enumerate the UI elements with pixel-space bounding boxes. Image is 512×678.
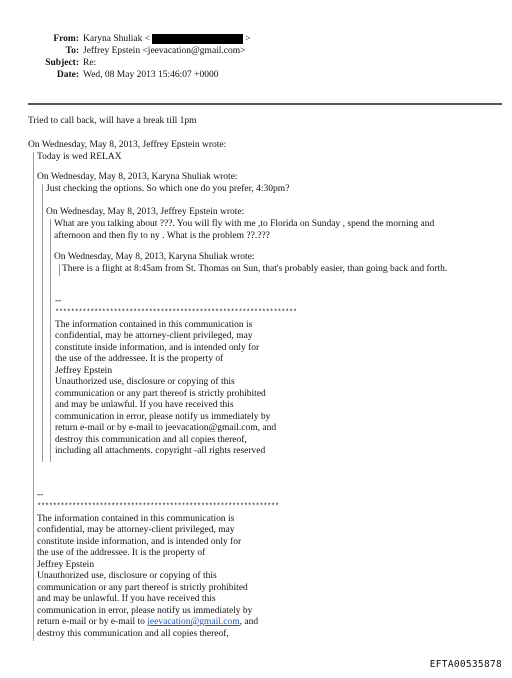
to-label: To:	[65, 46, 79, 56]
inner-disclaimer-line: return e-mail or by e-mail to jeevacation@gmail.com, and	[55, 423, 277, 433]
outer-disclaimer-stars: **************************************************************	[37, 503, 279, 511]
outer-disclaimer-line: destroy this communication and all copies thereof,	[37, 629, 229, 639]
outer-disclaimer-line: confidential, may be attorney-client privileged, may	[37, 525, 235, 535]
email-link[interactable]: jeevacation@gmail.com	[147, 617, 240, 627]
inner-disclaimer-line: communication in error, please notify us immediately by	[55, 412, 271, 422]
outer-disclaimer-line: the use of the addressee. It is the property of	[37, 548, 206, 558]
quote-1-text: Today is wed RELAX	[37, 152, 122, 162]
inner-disclaimer-line: destroy this communication and all copies thereof,	[55, 435, 247, 445]
inner-disclaimer-stars: **************************************************************	[55, 309, 297, 317]
from-suffix: >	[245, 34, 251, 45]
outer-disclaimer-email-suffix: , and	[239, 617, 259, 627]
quote-bar-3	[50, 219, 51, 462]
inner-disclaimer-line: and may be unlawful. If you have received this	[55, 400, 234, 410]
quote-4-text: There is a flight at 8:45am from St. Thomas on Sun, that's probably easier, than going back and forth.	[62, 264, 448, 274]
subject-row	[40, 58, 290, 70]
outer-disclaimer-email-prefix: return e-mail or by e-mail to	[37, 617, 148, 627]
from-row	[40, 34, 290, 46]
outer-disclaimer-line: and may be unlawful. If you have received this	[37, 594, 216, 604]
to-value: Jeffrey Epstein <jeevacation@gmail.com>	[83, 46, 246, 56]
from-value	[83, 34, 250, 46]
date-value: Wed, 08 May 2013 15:46:07 +0000	[83, 70, 219, 80]
outer-disclaimer-line: Jeffrey Epstein	[37, 560, 95, 570]
outer-disclaimer-dashes: --	[37, 490, 44, 500]
outer-disclaimer-line: constitute inside information, and is intended only for	[37, 537, 242, 547]
quote-4-intro: On Wednesday, May 8, 2013, Karyna Shuliak wrote:	[54, 252, 255, 262]
inner-disclaimer-line: Jeffrey Epstein	[55, 366, 113, 376]
outer-disclaimer-line: communication in error, please notify us immediately by	[37, 606, 253, 616]
inner-disclaimer-line: constitute inside information, and is intended only for	[55, 343, 260, 353]
email-header	[40, 34, 290, 82]
inner-disclaimer-dashes: --	[55, 296, 62, 306]
to-row	[40, 46, 290, 58]
subject-label: Subject:	[45, 58, 79, 68]
quote-bar-1	[33, 152, 34, 641]
inner-disclaimer-line: Unauthorized use, disclosure or copying of this	[55, 377, 235, 387]
inner-disclaimer-line: including all attachments. copyright -all rights reserved	[55, 446, 266, 456]
quote-bar-2	[42, 184, 43, 462]
from-name: Karyna Shuliak <	[83, 34, 151, 45]
inner-disclaimer-line: communication or any part thereof is strictly prohibited	[55, 389, 266, 399]
inner-disclaimer-line: the use of the addressee. It is the property of	[55, 354, 224, 364]
header-divider	[28, 103, 502, 105]
bates-number: EFTA00535878	[429, 659, 502, 670]
quote-bar-4	[59, 264, 60, 276]
quote-3-line-2: afternoon and then fly to ny . What is the problem ??.???	[54, 231, 270, 241]
quote-1-intro: On Wednesday, May 8, 2013, Jeffrey Epstein wrote:	[28, 140, 227, 150]
redaction-box	[152, 34, 243, 44]
subject-value: Re:	[83, 58, 97, 68]
quote-3-intro: On Wednesday, May 8, 2013, Jeffrey Epstein wrote:	[46, 207, 245, 217]
outer-disclaimer-line-email	[37, 617, 258, 629]
date-label: Date:	[56, 70, 79, 80]
outer-disclaimer-line: communication or any part thereof is strictly prohibited	[37, 583, 248, 593]
inner-disclaimer-line: confidential, may be attorney-client privileged, may	[55, 331, 253, 341]
quote-2-intro: On Wednesday, May 8, 2013, Karyna Shuliak wrote:	[37, 172, 238, 182]
from-label: From:	[53, 34, 79, 45]
date-row	[40, 70, 290, 82]
inner-disclaimer-line: The information contained in this communication is	[55, 320, 253, 330]
reply-text: Tried to call back, will have a break till 1pm	[28, 116, 197, 126]
outer-disclaimer-line: The information contained in this communication is	[37, 514, 235, 524]
quote-2-text: Just checking the options. So which one do you prefer, 4:30pm?	[46, 184, 290, 194]
outer-disclaimer-line: Unauthorized use, disclosure or copying of this	[37, 571, 217, 581]
quote-3-line-1: What are you talking about ???. You will fly with me ,to Florida on Sunday , spend the morning and	[54, 219, 435, 229]
